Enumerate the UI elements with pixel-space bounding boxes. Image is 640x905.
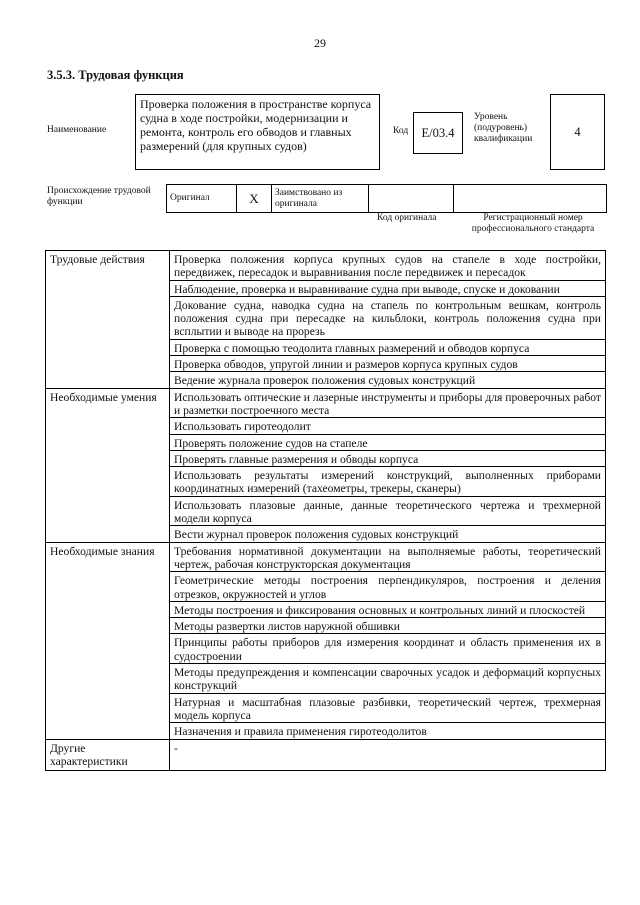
list-item: Назначения и правила применения гиротеодолитов [170,723,606,739]
list-item: Методы построения и фиксирования основных и контрольных линий и плоскостей [170,601,606,617]
qualification-level: 4 [550,94,605,170]
list-item: Ведение журнала проверок положения судовых конструкций [170,372,606,388]
section-label-skills: Необходимые умения [46,388,170,542]
section-label-knowledge: Необходимые знания [46,542,170,739]
section-label-actions: Трудовые действия [46,251,170,389]
function-code: E/03.4 [413,112,463,154]
section-title: 3.5.3. Трудовая функция [47,68,184,82]
list-item: Методы предупреждения и компенсации сварочных усадок и деформаций корпусных конструкций [170,664,606,694]
list-item: Вести журнал проверок положения судовых конструкций [170,526,606,542]
original-mark: X [237,185,272,213]
origin-table [166,184,607,213]
list-item: Принципы работы приборов для измерения координат и область применения их в судостроении [170,634,606,664]
list-item: Требования нормативной документации на выполняемые работы, теоретический чертеж, рабочая конструкторская документация [170,542,606,572]
list-item: - [170,739,606,770]
list-item: Проверять главные размерения и обводы корпуса [170,450,606,466]
section-label-other: Другие характеристики [46,739,170,770]
origin-label: Происхождение трудовой функции [47,186,151,207]
level-label: Уровень (подуровень) квалификации [474,112,533,144]
list-item: Проверка положения корпуса крупных судов на стапеле в ходе постройки, передвижек, пересадок и выравнивания после передвижек и пересадок [170,251,606,281]
reg-number-cell [454,185,607,213]
page-number: 29 [314,36,326,50]
list-item: Геометрические методы построения перпендикуляров, построения и деления отрезков, окружностей и углов [170,572,606,602]
table-row [46,251,606,281]
table-row [46,388,606,418]
list-item: Проверка с помощью теодолита главных размерений и обводов корпуса [170,339,606,355]
list-item: Докование судна, наводка судна на стапель по контрольным вешкам, контроль положения судна при пересадке на кильблоки, контроль положения судна при всплытии и выводе на прорезь [170,296,606,339]
function-details-table [45,250,606,771]
list-item: Проверять положение судов на стапеле [170,434,606,450]
reg-number-caption: Регистрационный номер профессионального стандарта [471,213,595,234]
original-code-caption: Код оригинала [377,213,437,223]
list-item: Натурная и масштабная плазовые разбивки, теоретический чертеж, трехмерная модель корпуса [170,693,606,723]
function-name: Проверка положения в пространстве корпуса судна в ходе постройки, модернизации и ремонта, контроль его обводов и главных размерений (для крупных судов) [135,94,380,170]
list-item: Использовать результаты измерений конструкций, выполненных приборами координатных измерений (тахеометры, трекеры, сканеры) [170,467,606,497]
table-row [46,542,606,572]
list-item: Наблюдение, проверка и выравнивание судна при выводе, спуске и доковании [170,280,606,296]
list-item: Использовать плазовые данные, данные теоретического чертежа и трехмерной модели корпуса [170,496,606,526]
borrowed-label: Заимствовано из оригинала [272,185,369,213]
list-item: Использовать гиротеодолит [170,418,606,434]
name-label: Наименование [47,125,107,135]
code-label: Код [393,126,409,136]
list-item: Использовать оптические и лазерные инструменты и приборы для проверочных работ и разметки построечного места [170,388,606,418]
table-row [46,739,606,770]
list-item: Методы развертки листов наружной обшивки [170,618,606,634]
original-label: Оригинал [167,185,237,213]
list-item: Проверка обводов, упругой линии и размеров корпуса крупных судов [170,356,606,372]
original-code-cell [369,185,454,213]
